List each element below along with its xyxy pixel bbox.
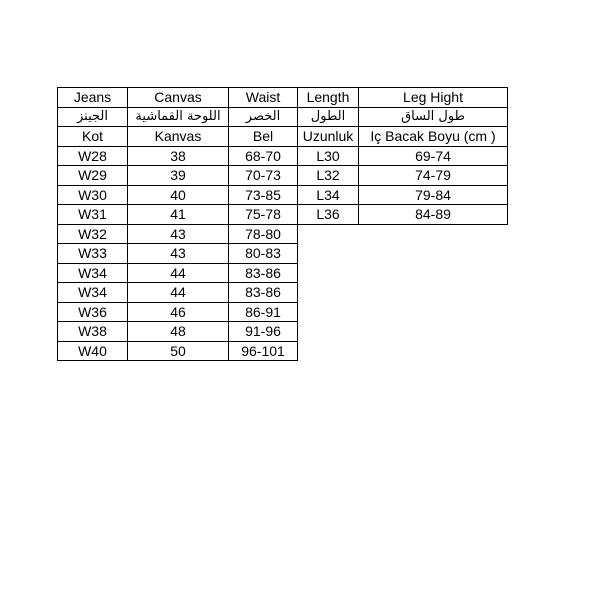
- table-row: [58, 205, 508, 225]
- table-cell: W36: [58, 302, 128, 322]
- table-cell: 44: [128, 263, 229, 283]
- table-cell: 86-91: [229, 302, 298, 322]
- empty-cell: [298, 263, 359, 283]
- header-cell-jeans-en: Jeans: [58, 88, 128, 108]
- empty-cell: [359, 341, 508, 361]
- header-cell-length-en: Length: [298, 88, 359, 108]
- empty-cell: [298, 244, 359, 264]
- empty-cell: [298, 224, 359, 244]
- table-cell: 84-89: [359, 205, 508, 225]
- empty-cell: [359, 302, 508, 322]
- table-cell: W31: [58, 205, 128, 225]
- table-cell: 48: [128, 322, 229, 342]
- size-chart-body: [58, 88, 508, 361]
- table-cell: 44: [128, 283, 229, 303]
- table-cell: W29: [58, 166, 128, 186]
- table-row: [58, 302, 508, 322]
- table-cell: 96-101: [229, 341, 298, 361]
- header-row-ar: [58, 107, 508, 127]
- table-cell: 46: [128, 302, 229, 322]
- header-cell-leg_hight-en: Leg Hight: [359, 88, 508, 108]
- table-cell: 39: [128, 166, 229, 186]
- table-cell: W33: [58, 244, 128, 264]
- header-cell-waist-en: Waist: [229, 88, 298, 108]
- header-cell-length-tr: Uzunluk: [298, 127, 359, 147]
- table-cell: W30: [58, 185, 128, 205]
- empty-cell: [359, 244, 508, 264]
- table-row: [58, 166, 508, 186]
- table-cell: 38: [128, 146, 229, 166]
- table-cell: 68-70: [229, 146, 298, 166]
- table-row: [58, 185, 508, 205]
- table-cell: L36: [298, 205, 359, 225]
- table-cell: 80-83: [229, 244, 298, 264]
- table-cell: 91-96: [229, 322, 298, 342]
- table-cell: 43: [128, 244, 229, 264]
- table-row: [58, 341, 508, 361]
- table-row: [58, 244, 508, 264]
- table-cell: W38: [58, 322, 128, 342]
- table-cell: 43: [128, 224, 229, 244]
- table-cell: 50: [128, 341, 229, 361]
- header-row-tr: [58, 127, 508, 147]
- table-cell: 74-79: [359, 166, 508, 186]
- table-row: [58, 146, 508, 166]
- table-cell: L32: [298, 166, 359, 186]
- empty-cell: [298, 283, 359, 303]
- empty-cell: [359, 322, 508, 342]
- table-cell: 41: [128, 205, 229, 225]
- empty-cell: [298, 341, 359, 361]
- header-cell-waist-ar: الخصر: [229, 107, 298, 127]
- table-cell: 83-86: [229, 263, 298, 283]
- header-row-en: [58, 88, 508, 108]
- table-cell: W32: [58, 224, 128, 244]
- header-cell-canvas-ar: اللوحة القماشية: [128, 107, 229, 127]
- table-cell: L34: [298, 185, 359, 205]
- table-row: [58, 322, 508, 342]
- header-cell-leg_hight-ar: طول الساق: [359, 107, 508, 127]
- table-cell: 78-80: [229, 224, 298, 244]
- table-cell: 40: [128, 185, 229, 205]
- table-cell: 73-85: [229, 185, 298, 205]
- table-row: [58, 263, 508, 283]
- table-cell: 70-73: [229, 166, 298, 186]
- header-cell-leg_hight-tr: Iç Bacak Boyu (cm ): [359, 127, 508, 147]
- empty-cell: [359, 224, 508, 244]
- header-cell-length-ar: الطول: [298, 107, 359, 127]
- table-cell: L30: [298, 146, 359, 166]
- header-cell-waist-tr: Bel: [229, 127, 298, 147]
- table-cell: 79-84: [359, 185, 508, 205]
- table-cell: W40: [58, 341, 128, 361]
- table-cell: W34: [58, 263, 128, 283]
- size-chart-table: [57, 87, 508, 361]
- empty-cell: [298, 322, 359, 342]
- table-row: [58, 283, 508, 303]
- table-row: [58, 224, 508, 244]
- empty-cell: [298, 302, 359, 322]
- header-cell-jeans-ar: الجينز: [58, 107, 128, 127]
- empty-cell: [359, 283, 508, 303]
- table-cell: 83-86: [229, 283, 298, 303]
- table-cell: W34: [58, 283, 128, 303]
- table-cell: W28: [58, 146, 128, 166]
- table-cell: 69-74: [359, 146, 508, 166]
- table-cell: 75-78: [229, 205, 298, 225]
- header-cell-canvas-en: Canvas: [128, 88, 229, 108]
- header-cell-canvas-tr: Kanvas: [128, 127, 229, 147]
- header-cell-jeans-tr: Kot: [58, 127, 128, 147]
- empty-cell: [359, 263, 508, 283]
